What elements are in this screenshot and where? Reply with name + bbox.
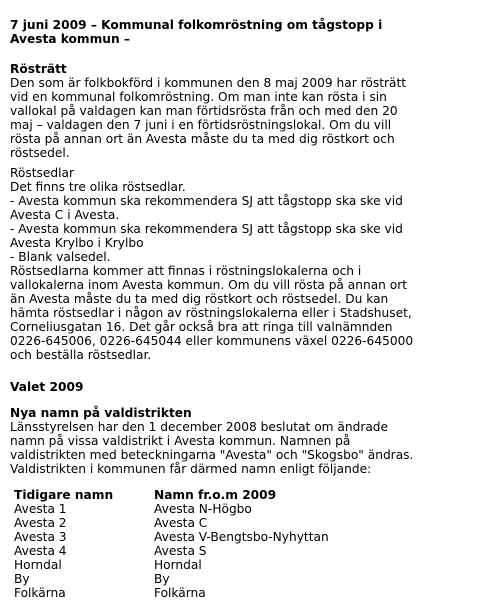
rostratt-text-line: vid en kommunal folkomröstning. Om man inte kan rösta i sin	[10, 90, 387, 104]
rostsedlar-text-line: - Blank valsedel.	[10, 250, 111, 264]
article-heading-line-1: 7 juni 2009 – Kommunal folkomröstning om tågstopp i	[10, 18, 383, 32]
rostsedlar-text-line: än Avesta måste du ta med dig röstkort och röstsedel. Du kan	[10, 292, 389, 306]
rostsedlar-text-line: hämta röstsedlar i någon av röstningslokalerna eller i Stadshuset,	[10, 306, 412, 320]
rostratt-text-line: Den som är folkbokförd i kommunen den 8 maj 2009 har rösträtt	[10, 76, 407, 90]
table-cell-new-name: Avesta C	[154, 516, 208, 530]
rostratt-text-line: vallokal på valdagen kan man förtidsrösta från och med den 20	[10, 104, 398, 118]
nya-namn-text-line: namn på vissa valdistrikt i Avesta kommun. Namnen på	[10, 434, 351, 448]
rostsedlar-text-line: Avesta Krylbo i Krylbo	[10, 236, 144, 250]
table-cell-new-name: Avesta V-Bengtsbo-Nyhyttan	[154, 530, 329, 544]
table-cell-new-name: By	[154, 572, 170, 586]
nya-namn-text-line: Valdistrikten i kommunen får därmed namn enligt följande:	[10, 462, 372, 476]
section-title-rostratt: Rösträtt	[10, 62, 67, 76]
table-cell-new-name: Horndal	[154, 558, 202, 572]
rostsedlar-text-line: Röstsedlarna kommer att finnas i röstningslokalerna och i	[10, 264, 362, 278]
table-cell-new-name: Avesta N-Högbo	[154, 502, 252, 516]
rostratt-text-line: maj – valdagen den 7 juni i en förtidsröstningslokal. Om du vill	[10, 118, 392, 132]
rostratt-text-line: röstsedel.	[10, 146, 70, 160]
rostsedlar-text-line: och beställa röstsedlar.	[10, 348, 152, 362]
table-cell-new-name: Avesta S	[154, 544, 207, 558]
rostsedlar-text-line: Avesta C i Avesta.	[10, 208, 120, 222]
section-title-valet: Valet 2009	[10, 380, 84, 394]
table-cell-old-name: Horndal	[14, 558, 62, 572]
table-cell-old-name: Avesta 2	[14, 516, 67, 530]
table-cell-old-name: Avesta 3	[14, 530, 67, 544]
table-cell-old-name: Avesta 1	[14, 502, 67, 516]
table-header-old-name: Tidigare namn	[14, 488, 114, 502]
table-cell-old-name: Avesta 4	[14, 544, 67, 558]
table-cell-old-name: By	[14, 572, 30, 586]
rostsedlar-text-line: vallokalerna inom Avesta kommun. Om du vill rösta på annan ort	[10, 278, 408, 292]
table-cell-old-name: Folkärna	[14, 586, 66, 600]
rostsedlar-text-line: Corneliusgatan 16. Det går också bra att ringa till valnämnden	[10, 320, 393, 334]
rostsedlar-text-line: - Avesta kommun ska rekommendera SJ att tågstopp ska ske vid	[10, 194, 403, 208]
rostratt-text-line: rösta på annan ort än Avesta måste du ta med dig röstkort och	[10, 132, 395, 146]
nya-namn-text-line: valdistrikten med beteckningarna "Avesta" och "Skogsbo" ändras.	[10, 448, 414, 462]
rostsedlar-text-line: 0226-645006, 0226-645044 eller kommunens växel 0226-645000	[10, 334, 414, 348]
section-title-nya-namn: Nya namn på valdistrikten	[10, 406, 192, 420]
table-cell-new-name: Folkärna	[154, 586, 206, 600]
article-heading-line-2: Avesta kommun –	[10, 32, 130, 46]
table-header-new-name: Namn fr.o.m 2009	[154, 488, 277, 502]
rostsedlar-text-line: Det finns tre olika röstsedlar.	[10, 180, 186, 194]
nya-namn-text-line: Länsstyrelsen har den 1 december 2008 beslutat om ändrade	[10, 420, 389, 434]
rostsedlar-text-line: Röstsedlar	[10, 166, 74, 180]
rostsedlar-text-line: - Avesta kommun ska rekommendera SJ att tågstopp ska ske vid	[10, 222, 403, 236]
